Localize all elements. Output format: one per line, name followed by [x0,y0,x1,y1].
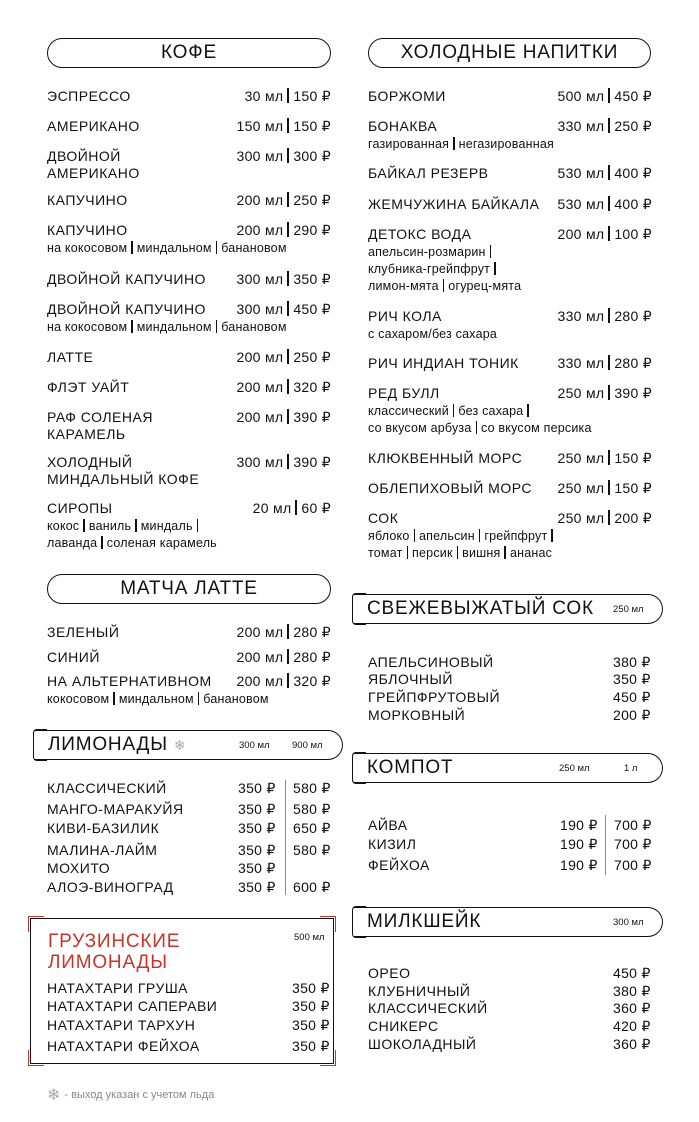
menu-item-options: яблоко апельсин грейпфрут [368,528,557,544]
menu-item-price: 330 мл 280 ₽ [557,308,652,324]
menu-item-options: лаванда соленая карамель [47,536,217,550]
menu-item-options: со вкусом арбуза со вкусом персика [368,421,592,435]
menu-item-price: 300 мл 390 ₽ [236,454,331,470]
menu-item-name: НА АЛЬТЕРНАТИВНОМ [47,673,212,689]
menu-item-name: СИРОПЫ [47,500,113,516]
menu-item-price: 200 мл 290 ₽ [236,222,331,238]
menu-item-name: КЛАССИЧЕСКИЙ [368,1000,488,1016]
menu-item-price: 200 мл 320 ₽ [236,673,331,689]
menu-item-name: ЯБЛОЧНЫЙ [368,671,453,687]
menu-item-name: АЛОЭ-ВИНОГРАД [47,879,174,895]
lemonades-header [34,730,343,760]
menu-item-price: 200 мл 320 ₽ [236,379,331,395]
cold-drinks-title: ХОЛОДНЫЕ НАПИТКИ [400,42,619,63]
fresh-juice-volume: 250 мл [613,603,644,615]
menu-item-price: 200 мл 250 ₽ [236,349,331,365]
georgian-title [48,931,180,973]
menu-item-price: 360 ₽ [613,1036,651,1052]
menu-item-price: 200 мл 250 ₽ [236,192,331,208]
menu-item-price: 700 ₽ [614,857,652,873]
menu-item-name: ДЕТОКС ВОДА [368,226,472,242]
menu-item-options: на кокосовом миндальном банановом [47,320,287,334]
menu-item-name: БАЙКАЛ РЕЗЕРВ [368,165,489,181]
menu-item-name: БОРЖОМИ [368,88,446,104]
lemonades-title: ЛИМОНАДЫ ❄ [48,734,187,755]
menu-item-options: кокос ваниль миндаль [47,518,202,534]
menu-item-price: 250 мл 150 ₽ [557,480,652,496]
menu-item-options: на кокосовом миндальном банановом [47,241,287,255]
menu-item-name: АЙВА [368,817,408,833]
menu-item-name: ФЕЙХОА [368,857,430,873]
snowflake-icon: ❄ [47,1087,61,1104]
menu-item-name: БОНАКВА [368,118,438,134]
fresh-juice-header [353,594,663,624]
menu-item-name: ДВОЙНОЙ [47,148,121,164]
menu-item-price: 330 мл 280 ₽ [557,355,652,371]
menu-item-price: 300 мл 350 ₽ [236,271,331,287]
milkshake-volume: 300 мл [613,916,644,928]
footnote [47,1085,214,1105]
georgian-title-line2: ЛИМОНАДЫ [48,952,168,973]
menu-item-options: кокосовом миндальном банановом [47,692,269,706]
menu-item-name: МАЛИНА-ЛАЙМ [47,842,158,858]
menu-item-name: КИЗИЛ [368,836,417,852]
menu-item-name: МОРКОВНЫЙ [368,707,466,723]
menu-item-price: 530 мл 400 ₽ [557,165,652,181]
menu-item-price: 200 мл 280 ₽ [236,624,331,640]
menu-item-price: 350 ₽ [238,801,276,817]
menu-item-name: ОРЕО [368,965,411,981]
menu-item-price: 500 мл 450 ₽ [557,88,652,104]
menu-item-price: 150 мл 150 ₽ [236,118,331,134]
menu-item-name: МАНГО-МАРАКУЙЯ [47,801,184,817]
menu-item-name: КЛАССИЧЕСКИЙ [47,780,167,796]
column-divider [285,780,286,895]
menu-item-price: 190 ₽ [560,836,598,852]
lemonades-col2-label: 900 мл [292,739,323,751]
menu-item-name: НАТАХТАРИ САПЕРАВИ [47,998,218,1014]
menu-item-price: 350 ₽ [613,671,651,687]
coffee-title: КОФЕ [161,42,217,63]
menu-item-name: ШОКОЛАДНЫЙ [368,1036,477,1052]
corner-ornament [320,916,336,932]
menu-item-price: 380 ₽ [613,654,651,670]
menu-item-price: 580 ₽ [293,780,331,796]
menu-item-name: СОК [368,510,399,526]
menu-item-name: КЛЮКВЕННЫЙ МОРС [368,450,523,466]
menu-item-price: 580 ₽ [293,842,331,858]
menu-item-name: КАПУЧИНО [47,222,128,238]
menu-item-price: 300 мл 450 ₽ [236,301,331,317]
menu-item-price: 450 ₽ [613,689,651,705]
menu-item-price: 200 мл 390 ₽ [236,409,331,425]
menu-item-name: ДВОЙНОЙ КАПУЧИНО [47,271,206,287]
menu-item-price: 190 ₽ [560,817,598,833]
menu-item-price: 600 ₽ [293,879,331,895]
menu-item-name: СНИКЕРС [368,1018,439,1034]
menu-item-price: 380 ₽ [613,983,651,999]
menu-item-price: 350 ₽ [238,860,276,876]
menu-item-name: АМЕРИКАНО [47,118,140,134]
footnote-text: - выход указан с учетом льда [64,1089,215,1101]
menu-item-name: МИНДАЛЬНЫЙ КОФЕ [47,471,200,487]
menu-item-price: 200 мл 280 ₽ [236,649,331,665]
menu-item-price: 190 ₽ [560,857,598,873]
compote-col1-label: 250 мл [559,762,590,774]
menu-item-options: томат персик вишня ананас [368,546,553,560]
georgian-volume: 500 мл [294,932,325,943]
compote-header [353,753,663,783]
corner-ornament [28,916,44,932]
menu-item-price: 350 ₽ [238,820,276,836]
compote-title: КОМПОТ [367,757,454,778]
menu-item-name: ДВОЙНОЙ КАПУЧИНО [47,301,206,317]
menu-item-price: 350 ₽ [292,1038,330,1054]
snowflake-icon: ❄ [173,736,187,753]
georgian-title-line1: ГРУЗИНСКИЕ [48,931,181,952]
menu-item-price: 350 ₽ [292,998,330,1014]
menu-item-name: ОБЛЕПИХОВЫЙ МОРС [368,480,533,496]
matcha-title: МАТЧА ЛАТТЕ [120,578,258,599]
menu-item-name: РЕД БУЛЛ [368,385,440,401]
menu-item-name: ЖЕМЧУЖИНА БАЙКАЛА [368,196,540,212]
menu-item-price: 30 мл 150 ₽ [244,88,331,104]
menu-item-name: КЛУБНИЧНЫЙ [368,983,471,999]
menu-item-price: 350 ₽ [238,842,276,858]
menu-item-price: 700 ₽ [614,817,652,833]
menu-item-name: НАТАХТАРИ ТАРХУН [47,1017,196,1033]
menu-item-name: АМЕРИКАНО [47,165,140,181]
menu-item-price: 20 мл 60 ₽ [252,500,331,516]
menu-item-price: 200 ₽ [613,707,651,723]
menu-item-options: классический без сахара [368,403,533,419]
menu-item-price: 350 ₽ [292,1017,330,1033]
milkshake-title: МИЛКШЕЙК [367,911,482,932]
menu-item-price: 200 мл 100 ₽ [557,226,652,242]
menu-item-name: РИЧ КОЛА [368,308,442,324]
menu-item-price: 650 ₽ [293,820,331,836]
menu-item-options: лимон-мята огурец-мята [368,279,522,293]
menu-item-name: СИНИЙ [47,649,100,665]
menu-item-name: ФЛЭТ УАЙТ [47,379,130,395]
menu-item-price: 250 мл 150 ₽ [557,450,652,466]
menu-item-name: ХОЛОДНЫЙ [47,454,133,470]
corner-ornament [28,1050,44,1066]
menu-item-price: 350 ₽ [238,879,276,895]
matcha-header [47,574,331,604]
menu-item-price: 250 мл 200 ₽ [557,510,652,526]
lemonades-col1-label: 300 мл [239,739,270,751]
coffee-header [47,38,331,68]
menu-item-name: ЛАТТЕ [47,349,94,365]
menu-item-price: 420 ₽ [613,1018,651,1034]
menu-item-options: клубника-грейпфрут [368,261,500,277]
menu-item-name: ГРЕЙПФРУТОВЫЙ [368,689,501,705]
column-divider [605,815,606,875]
menu-item-price: 300 мл 300 ₽ [236,148,331,164]
menu-item-price: 700 ₽ [614,836,652,852]
menu-item-options: с сахаром/без сахара [368,327,498,341]
menu-item-price: 330 мл 250 ₽ [557,118,652,134]
menu-item-name: ЗЕЛЕНЫЙ [47,624,120,640]
compote-col2-label: 1 л [624,762,638,774]
menu-item-name: ЭСПРЕССО [47,88,131,104]
cold-drinks-header [368,38,651,68]
menu-item-price: 350 ₽ [292,980,330,996]
fresh-juice-title: СВЕЖЕВЫЖАТЫЙ СОК [367,598,594,619]
menu-item-price: 360 ₽ [613,1000,651,1016]
menu-item-price: 580 ₽ [293,801,331,817]
menu-item-price: 250 мл 390 ₽ [557,385,652,401]
menu-item-name: МОХИТО [47,860,111,876]
menu-item-options: газированная негазированная [368,137,554,151]
menu-item-options: апельсин-розмарин [368,244,495,260]
menu-item-name: НАТАХТАРИ ФЕЙХОА [47,1038,200,1054]
menu-item-name: АПЕЛЬСИНОВЫЙ [368,654,494,670]
menu-item-name: НАТАХТАРИ ГРУША [47,980,189,996]
menu-item-name: КАРАМЕЛЬ [47,426,126,442]
menu-item-price: 450 ₽ [613,965,651,981]
menu-item-name: КАПУЧИНО [47,192,128,208]
menu-item-name: РИЧ ИНДИАН ТОНИК [368,355,519,371]
menu-item-price: 350 ₽ [238,780,276,796]
menu-item-name: РАФ СОЛЕНАЯ [47,409,153,425]
menu-item-name: КИВИ-БАЗИЛИК [47,820,160,836]
menu-item-price: 530 мл 400 ₽ [557,196,652,212]
milkshake-header [353,907,663,937]
